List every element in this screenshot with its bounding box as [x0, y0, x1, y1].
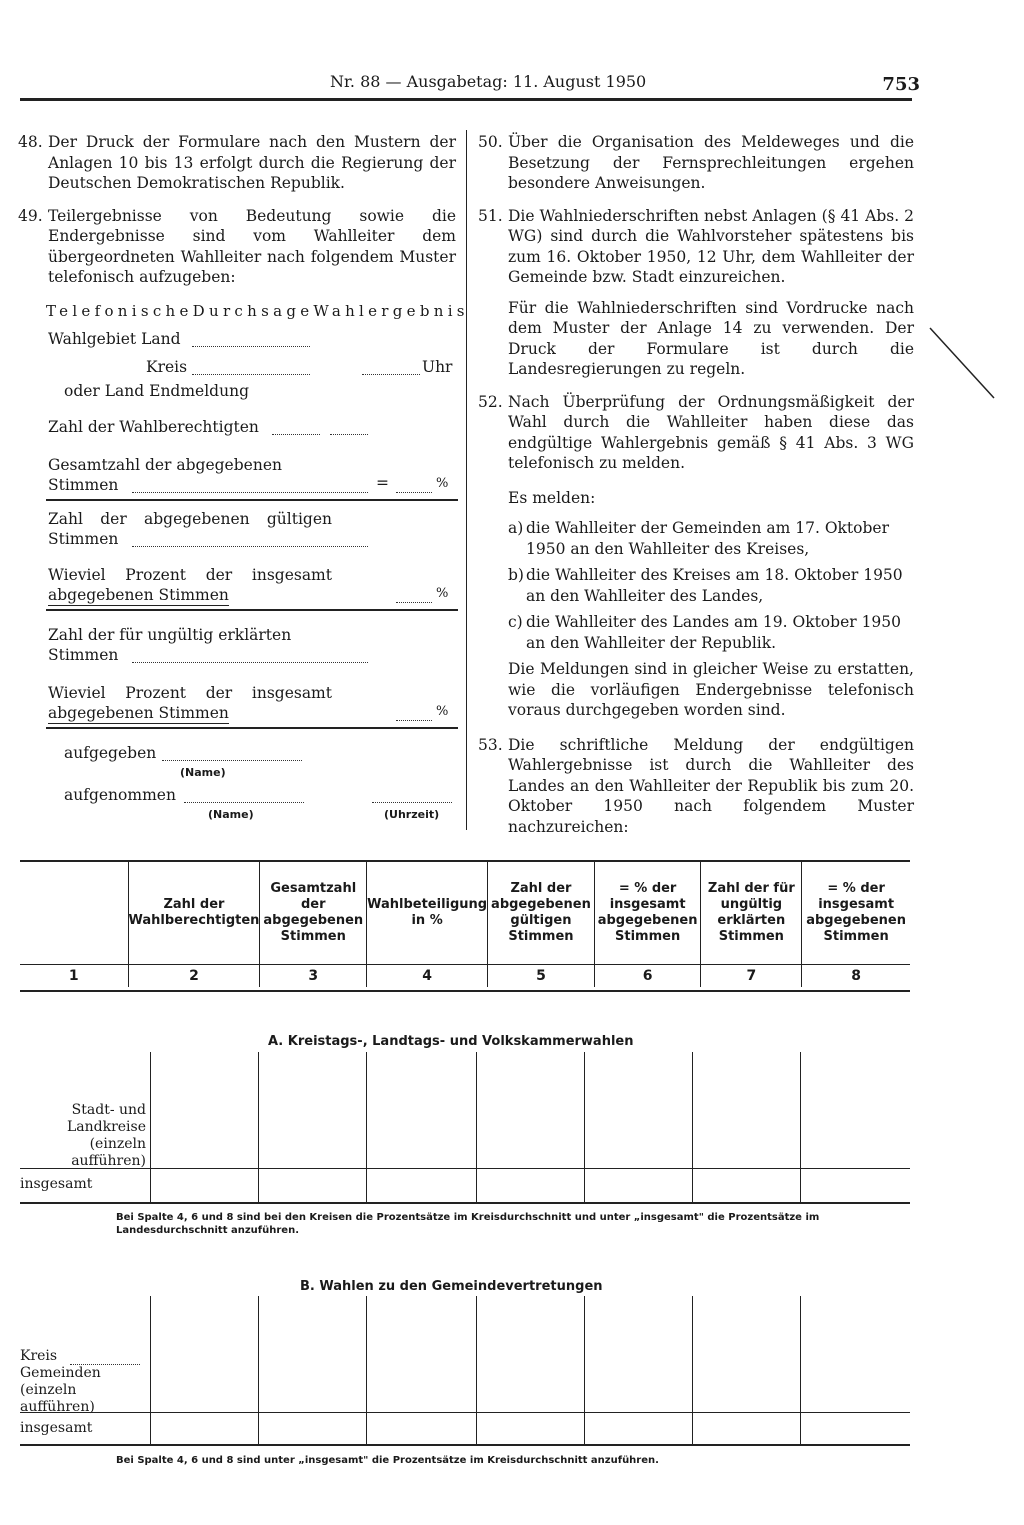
column-line	[800, 1296, 801, 1446]
section-a-title: A. Kreistags-, Landtags- und Volkskammerwahlen	[268, 1034, 634, 1049]
kreis-field[interactable]	[192, 362, 310, 375]
left-column	[18, 132, 456, 298]
form-rule	[46, 499, 458, 501]
wahlgebiet-label: Wahlgebiet Land	[48, 330, 181, 348]
paragraph-49	[18, 206, 456, 288]
paragraph-52	[478, 392, 914, 474]
list-item-text: die Wahlleiter des Landes am 19. Oktober 1950 an den Wahlleiter der Republik.	[526, 613, 902, 652]
aufgegeben-field[interactable]	[162, 748, 302, 761]
row-divider	[20, 1444, 910, 1446]
paragraph-number: 50.	[478, 133, 503, 151]
paragraph-text: Die Wahlniederschriften nebst Anlagen (§ 41 Abs. 2 WG) sind durch die Wahlvorsteher spätestens bis zum 16. Oktober 1950, 12 Uhr, dem Wahlleiter der Gemeinde bzw. Stadt einzureichen.	[508, 206, 914, 286]
column-number: 6	[594, 965, 701, 988]
list-item-label: b)	[508, 566, 524, 584]
paragraph-52-continued: Die Meldungen sind in gleicher Weise zu erstatten, wie die vorläufigen Endergebnisse telefonisch voraus durchgegeben worden sind.	[508, 660, 914, 719]
issue-title: Nr. 88 — Ausgabetag: 11. August 1950	[330, 72, 647, 91]
prozent2-label-1: Wieviel Prozent der insgesamt	[48, 684, 332, 702]
row-label-gemeinden: Gemeinden (einzeln aufführen)	[20, 1365, 101, 1415]
column-header: Gesamtzahl der abgegebenen Stimmen	[260, 862, 367, 965]
column-line	[366, 1052, 367, 1204]
column-number: 8	[802, 965, 910, 988]
prozent1-label-2: abgegebenen Stimmen	[48, 586, 229, 604]
form-title: TelefonischeDurchsageWahlergebnis	[46, 302, 469, 320]
column-header: Zahl der abgegebenen gültigen Stimmen	[488, 862, 595, 965]
gueltig-field[interactable]	[132, 534, 368, 547]
kreis-label: Kreis	[146, 358, 188, 376]
row-divider	[20, 1168, 910, 1169]
paragraph-number: 49.	[18, 206, 43, 225]
aufgenommen-field[interactable]	[184, 790, 304, 803]
section-b-table	[20, 1296, 910, 1448]
table-bottom-rule	[20, 990, 910, 992]
column-line	[692, 1052, 693, 1204]
column-line	[150, 1296, 151, 1446]
aufgenommen-label: aufgenommen	[64, 786, 176, 804]
column-number: 4	[367, 965, 488, 988]
paragraph-number: 53.	[478, 735, 503, 754]
telephone-form	[46, 302, 469, 832]
row-divider	[20, 1412, 910, 1413]
row-label-insgesamt: insgesamt	[20, 1176, 93, 1192]
column-line	[584, 1052, 585, 1204]
ungueltig-label-2: Stimmen	[48, 646, 119, 664]
paragraph-text: Über die Organisation des Meldeweges und die Besetzung der Fernsprechleitungen ergehen besondere Anweisungen.	[508, 133, 914, 192]
row-divider	[20, 1202, 910, 1204]
column-number: 1	[68, 968, 79, 984]
berechtigte-label: Zahl der Wahlberechtigten	[48, 418, 259, 436]
uhr-label: Uhr	[422, 358, 453, 376]
prozent1-field[interactable]	[396, 590, 432, 603]
list-item-label: c)	[508, 613, 523, 631]
section-a-note: Bei Spalte 4, 6 und 8 sind bei den Kreisen die Prozentsätze im Kreisdurchschnitt und unter „insgesamt" die Prozentsätze im Landesdurchschnitt anzuführen.	[116, 1212, 820, 1236]
section-b-title: B. Wahlen zu den Gemeindevertretungen	[300, 1279, 603, 1294]
column-divider	[466, 130, 467, 830]
column-line	[258, 1052, 259, 1204]
paragraph-51-continued: Für die Wahlniederschriften sind Vordrucke nach dem Muster der Anlage 14 zu verwenden. Der Druck der Formulare ist durch die Landesregierungen zu regeln.	[508, 298, 914, 378]
form-rule	[46, 609, 458, 611]
paragraph-text: Die schriftliche Meldung der endgültigen Wahlergebnisse ist durch die Wahlleiter des Landes an den Wahlleiter der Republik bis zum 20. Oktober 1950 nach folgendem Muster nachzureichen:	[508, 735, 914, 836]
result-table-header	[20, 862, 910, 987]
row-label-kreise: Stadt- und Landkreise (einzeln aufführen)	[66, 1102, 146, 1169]
kreis-field[interactable]	[70, 1352, 140, 1365]
column-header: = % der insgesamt abgegebenen Stimmen	[802, 862, 910, 965]
uhrzeit-field[interactable]	[372, 790, 452, 803]
paragraph-number: 51.	[478, 206, 503, 225]
column-header: Wahlbeteiligung in %	[367, 862, 488, 965]
list-item-text: die Wahlleiter des Kreises am 18. Oktober 1950 an den Wahlleiter des Landes,	[526, 566, 903, 605]
paragraph-48	[18, 132, 456, 194]
paragraph-50	[478, 132, 914, 194]
column-number: 3	[260, 965, 367, 988]
prozent2-label-2: abgegebenen Stimmen	[48, 704, 229, 722]
list-item	[478, 518, 914, 559]
column-header: = % der insgesamt abgegebenen Stimmen	[594, 862, 701, 965]
column-line	[692, 1296, 693, 1446]
paragraph-51	[478, 206, 914, 288]
gesamt-field[interactable]	[132, 480, 368, 493]
paragraph-number: 48.	[18, 133, 43, 151]
wahlgebiet-field[interactable]	[192, 334, 310, 347]
list-item-label: a)	[508, 519, 524, 537]
ungueltig-label-1: Zahl der für ungültig erklärten	[48, 626, 292, 644]
paragraph-text: Der Druck der Formulare nach den Mustern der Anlagen 10 bis 13 erfolgt durch die Regierung der Deutschen Demokratischen Republik.	[48, 133, 456, 192]
column-number: 2	[128, 965, 260, 988]
ungueltig-field[interactable]	[132, 650, 368, 663]
paragraph-text: Teilergebnisse von Bedeutung sowie die Endergebnisse sind vom Wahlleiter dem übergeordneten Wahlleiter nach folgendem Muster telefonisch aufzugeben:	[48, 206, 456, 286]
header-rule	[20, 98, 912, 101]
column-number: 5	[488, 965, 595, 988]
row-label-insgesamt: insgesamt	[20, 1420, 93, 1436]
column-number: 7	[701, 965, 802, 988]
column-line	[476, 1296, 477, 1446]
margin-stroke-mark	[928, 326, 998, 402]
column-header: Zahl der für ungültig erklärten Stimmen	[701, 862, 802, 965]
column-line	[366, 1296, 367, 1446]
column-line	[584, 1296, 585, 1446]
row-label-kreis: Kreis	[20, 1348, 58, 1364]
gesamt-label-1: Gesamtzahl der abgegebenen	[48, 456, 282, 474]
name-caption: (Name)	[208, 808, 254, 821]
column-line	[800, 1052, 801, 1204]
prozent1-label-1: Wieviel Prozent der insgesamt	[48, 566, 332, 584]
right-column	[478, 132, 914, 847]
section-b-note: Bei Spalte 4, 6 und 8 sind unter „insgesamt" die Prozentsätze im Kreisdurchschnitt anzuführen.	[116, 1455, 659, 1466]
column-line	[150, 1052, 151, 1204]
section-a-table	[20, 1052, 910, 1204]
gueltig-label-2: Stimmen	[48, 530, 119, 548]
name-caption: (Name)	[180, 766, 226, 779]
gesamt-pct-field[interactable]	[396, 480, 432, 493]
leader-dots	[272, 422, 320, 435]
paragraph-53	[478, 735, 914, 838]
endmeldung-label: oder Land Endmeldung	[64, 382, 249, 400]
page-header	[20, 72, 920, 102]
list-item	[478, 612, 914, 653]
list-item-text: die Wahlleiter der Gemeinden am 17. Oktober 1950 an den Wahlleiter des Kreises,	[526, 519, 889, 558]
gueltig-label-1: Zahl der abgegebenen gültigen	[48, 510, 332, 528]
paragraph-number: 52.	[478, 392, 503, 411]
aufgegeben-label: aufgegeben	[64, 744, 157, 762]
column-line	[476, 1052, 477, 1204]
equals-sign: =	[376, 474, 389, 492]
column-header: Zahl der Wahlberechtigten	[128, 862, 260, 965]
percent-sign: %	[436, 586, 449, 601]
berechtigte-field[interactable]	[330, 422, 368, 435]
page-number: 753	[882, 74, 920, 95]
column-header	[20, 862, 128, 965]
list-item	[478, 565, 914, 606]
column-line	[258, 1296, 259, 1446]
es-melden: Es melden:	[508, 488, 596, 507]
paragraph-text: Nach Überprüfung der Ordnungsmäßigkeit der Wahl durch die Wahlleiter haben diese das endgültige Wahlergebnis gemäß § 41 Abs. 3 WG telefonisch zu melden.	[508, 392, 914, 472]
percent-sign: %	[436, 476, 449, 491]
prozent2-field[interactable]	[396, 708, 432, 721]
uhrzeit-caption: (Uhrzeit)	[384, 808, 440, 821]
percent-sign: %	[436, 704, 449, 719]
form-rule	[46, 727, 458, 729]
gesamt-label-2: Stimmen	[48, 476, 119, 494]
uhr-field[interactable]	[362, 362, 420, 375]
